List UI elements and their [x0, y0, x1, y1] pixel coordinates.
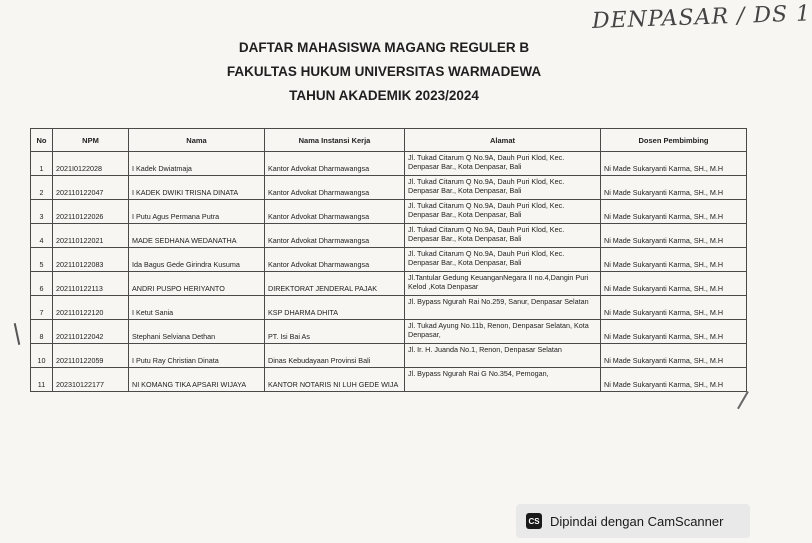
table-row	[31, 272, 747, 296]
cell-dosen: Ni Made Sukaryanti Karma, SH., M.H	[601, 320, 747, 344]
cell-instansi: Kantor Advokat Dharmawangsa	[265, 224, 405, 248]
cell-npm: 202110122042	[53, 320, 129, 344]
faculty-name: FAKULTAS HUKUM UNIVERSITAS WARMADEWA	[226, 64, 542, 79]
cell-dosen: Ni Made Sukaryanti Karma, SH., M.H	[601, 344, 747, 368]
cell-no: 2	[31, 176, 53, 200]
table-header-row	[31, 129, 747, 152]
cell-npm: 202110122021	[53, 224, 129, 248]
cell-instansi: Dinas Kebudayaan Provinsi Bali	[265, 344, 405, 368]
cell-no: 7	[31, 296, 53, 320]
cell-dosen: Ni Made Sukaryanti Karma, SH., M.H	[601, 296, 747, 320]
column-header-no: No	[31, 129, 53, 152]
cell-instansi: Kantor Advokat Dharmawangsa	[265, 248, 405, 272]
cell-alamat: Jl. Bypass Ngurah Rai No.259, Sanur, Denpasar Selatan	[405, 296, 601, 320]
cell-nama: I Putu Ray Christian Dinata	[129, 344, 265, 368]
column-header-npm: NPM	[53, 129, 129, 152]
cell-alamat: Jl. Bypass Ngurah Rai G No.354, Pemogan,	[405, 368, 601, 392]
table-row	[31, 200, 747, 224]
handwritten-annotation: DENPASAR / DS 1	[591, 1, 812, 34]
cell-instansi: Kantor Advokat Dharmawangsa	[265, 176, 405, 200]
cell-no: 8	[31, 320, 53, 344]
watermark-text: Dipindai dengan CamScanner	[550, 513, 724, 529]
cell-nama: MADE SEDHANA WEDANATHA	[129, 224, 265, 248]
cell-instansi: KSP DHARMA DHITA	[265, 296, 405, 320]
cell-dosen: Ni Made Sukaryanti Karma, SH., M.H	[601, 176, 747, 200]
table-row	[31, 344, 747, 368]
cell-dosen: Ni Made Sukaryanti Karma, SH., M.H	[601, 152, 747, 176]
cell-alamat: Jl. Tukad Citarum Q No.9A, Dauh Puri Klod, Kec. Denpasar Bar., Kota Denpasar, Bali	[405, 176, 601, 200]
cell-alamat: Jl. Tukad Citarum Q No.9A, Dauh Puri Klod, Kec. Denpasar Bar., Kota Denpasar, Bali	[405, 224, 601, 248]
cell-alamat: Jl. Tukad Citarum Q No.9A, Dauh Puri Klod, Kec. Denpasar Bar., Kota Denpasar, Bali	[405, 200, 601, 224]
cell-nama: I KADEK DWIKI TRISNA DINATA	[129, 176, 265, 200]
cell-no: 11	[31, 368, 53, 392]
cell-instansi: PT. Isi Bai As	[265, 320, 405, 344]
cell-no: 5	[31, 248, 53, 272]
cell-instansi: KANTOR NOTARIS NI LUH GEDE WIJA	[265, 368, 405, 392]
camscanner-logo-icon: CS	[526, 513, 542, 529]
table-row	[31, 224, 747, 248]
cell-npm: 202110122026	[53, 200, 129, 224]
cell-alamat: Jl. Tukad Citarum Q No.9A, Dauh Puri Klod, Kec. Denpasar Bar., Kota Denpasar, Bali	[405, 152, 601, 176]
table-row	[31, 296, 747, 320]
cell-dosen: Ni Made Sukaryanti Karma, SH., M.H	[601, 272, 747, 296]
cell-instansi: DIREKTORAT JENDERAL PAJAK	[265, 272, 405, 296]
cell-alamat: Jl. Ir. H. Juanda No.1, Renon, Denpasar Selatan	[405, 344, 601, 368]
cell-npm: 202110122113	[53, 272, 129, 296]
cell-dosen: Ni Made Sukaryanti Karma, SH., M.H	[601, 200, 747, 224]
cell-no: 10	[31, 344, 53, 368]
document-title: DAFTAR MAHASISWA MAGANG REGULER B	[238, 40, 530, 55]
cell-npm: 202310122177	[53, 368, 129, 392]
pen-mark	[737, 391, 748, 409]
cell-alamat: Jl. Tukad Citarum Q No.9A, Dauh Puri Klod, Kec. Denpasar Bar., Kota Denpasar, Bali	[405, 248, 601, 272]
cell-nama: I Ketut Sania	[129, 296, 265, 320]
cell-nama: ANDRI PUSPO HERIYANTO	[129, 272, 265, 296]
table-row	[31, 320, 747, 344]
table-row	[31, 248, 747, 272]
column-header-alamat: Alamat	[405, 129, 601, 152]
column-header-dosen: Dosen Pembimbing	[601, 129, 747, 152]
cell-instansi: Kantor Advokat Dharmawangsa	[265, 152, 405, 176]
cell-npm: 202110122047	[53, 176, 129, 200]
cell-instansi: Kantor Advokat Dharmawangsa	[265, 200, 405, 224]
cell-nama: I Kadek Dwiatmaja	[129, 152, 265, 176]
cell-npm: 202110122083	[53, 248, 129, 272]
cell-alamat: Jl.Tantular Gedung KeuanganNegara II no.4,Dangin Puri Kelod ,Kota Denpasar	[405, 272, 601, 296]
table-row	[31, 368, 747, 392]
cell-no: 6	[31, 272, 53, 296]
intern-table	[30, 128, 747, 392]
cell-npm: 202110122059	[53, 344, 129, 368]
column-header-nama: Nama	[129, 129, 265, 152]
cell-npm: 202110122120	[53, 296, 129, 320]
cell-no: 3	[31, 200, 53, 224]
cell-dosen: Ni Made Sukaryanti Karma, SH., M.H	[601, 368, 747, 392]
table-row	[31, 152, 747, 176]
cell-nama: NI KOMANG TIKA APSARI WIJAYA	[129, 368, 265, 392]
cell-npm: 2021I0122028	[53, 152, 129, 176]
cell-dosen: Ni Made Sukaryanti Karma, SH., M.H	[601, 224, 747, 248]
academic-year: TAHUN AKADEMIK 2023/2024	[289, 88, 479, 103]
table-row	[31, 176, 747, 200]
cell-nama: I Putu Agus Permana Putra	[129, 200, 265, 224]
cell-no: 4	[31, 224, 53, 248]
document-header	[0, 36, 768, 108]
cell-dosen: Ni Made Sukaryanti Karma, SH., M.H	[601, 248, 747, 272]
column-header-instansi: Nama Instansi Kerja	[265, 129, 405, 152]
cell-alamat: Jl. Tukad Ayung No.11b, Renon, Denpasar Selatan, Kota Denpasar,	[405, 320, 601, 344]
cell-nama: Ida Bagus Gede Girindra Kusuma	[129, 248, 265, 272]
camscanner-watermark	[516, 504, 750, 538]
cell-nama: Stephani Selviana Dethan	[129, 320, 265, 344]
cell-no: 1	[31, 152, 53, 176]
pen-mark	[14, 323, 21, 345]
